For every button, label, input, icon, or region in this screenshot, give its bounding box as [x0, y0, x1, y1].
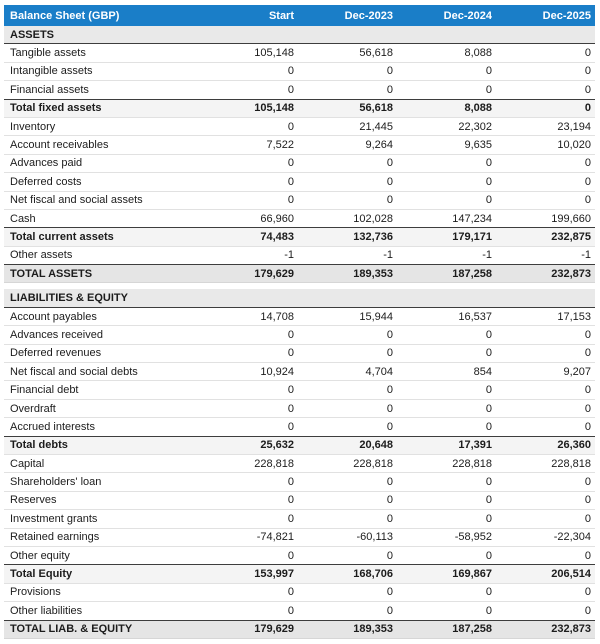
cell-value: 0 — [496, 326, 595, 344]
row-label: LIABILITIES & EQUITY — [4, 289, 595, 307]
column-header: Dec-2024 — [397, 5, 496, 26]
cell-value: 228,818 — [397, 454, 496, 472]
cell-value: 0 — [496, 510, 595, 528]
subtotal-row — [4, 99, 595, 117]
cell-value: 0 — [298, 418, 397, 436]
cell-value: 0 — [199, 399, 298, 417]
subtotal-row — [4, 565, 595, 583]
table-row — [4, 62, 595, 80]
section-row — [4, 26, 595, 44]
cell-value: -1 — [496, 246, 595, 264]
cell-value: 0 — [496, 583, 595, 601]
cell-value: 16,537 — [397, 307, 496, 325]
table-row — [4, 209, 595, 227]
cell-value: 0 — [397, 418, 496, 436]
row-label: Financial debt — [4, 381, 199, 399]
cell-value: 0 — [397, 326, 496, 344]
row-label: Reserves — [4, 491, 199, 509]
cell-value: 0 — [298, 602, 397, 620]
row-label: Overdraft — [4, 399, 199, 417]
section-row — [4, 289, 595, 307]
row-label: Financial assets — [4, 81, 199, 99]
row-label: Provisions — [4, 583, 199, 601]
cell-value: 8,088 — [397, 99, 496, 117]
column-header: Dec-2023 — [298, 5, 397, 26]
cell-value: 14,708 — [199, 307, 298, 325]
cell-value: 147,234 — [397, 209, 496, 227]
cell-value: 23,194 — [496, 117, 595, 135]
cell-value: 0 — [496, 418, 595, 436]
cell-value: 0 — [298, 381, 397, 399]
cell-value: 0 — [199, 602, 298, 620]
cell-value: 0 — [199, 510, 298, 528]
table-row — [4, 510, 595, 528]
subtotal-row — [4, 436, 595, 454]
cell-value: 232,875 — [496, 228, 595, 246]
table-row — [4, 454, 595, 472]
cell-value: 0 — [496, 154, 595, 172]
cell-value: 0 — [199, 473, 298, 491]
row-label: Cash — [4, 209, 199, 227]
cell-value: 0 — [496, 602, 595, 620]
cell-value: 0 — [397, 510, 496, 528]
cell-value: 0 — [199, 546, 298, 564]
row-label: Other liabilities — [4, 602, 199, 620]
cell-value: 169,867 — [397, 565, 496, 583]
cell-value: 105,148 — [199, 44, 298, 62]
table-header-row — [4, 5, 595, 26]
cell-value: 0 — [397, 381, 496, 399]
row-label: Investment grants — [4, 510, 199, 528]
cell-value: 7,522 — [199, 136, 298, 154]
table-row — [4, 546, 595, 564]
cell-value: 105,148 — [199, 99, 298, 117]
cell-value: 0 — [298, 546, 397, 564]
cell-value: 0 — [496, 491, 595, 509]
row-label: TOTAL ASSETS — [4, 265, 199, 283]
row-label: Total debts — [4, 436, 199, 454]
table-row — [4, 81, 595, 99]
cell-value: 854 — [397, 363, 496, 381]
table-row — [4, 473, 595, 491]
cell-value: 0 — [496, 191, 595, 209]
cell-value: 0 — [199, 154, 298, 172]
table-row — [4, 136, 595, 154]
cell-value: 228,818 — [298, 454, 397, 472]
table-row — [4, 381, 595, 399]
cell-value: -74,821 — [199, 528, 298, 546]
row-label: Inventory — [4, 117, 199, 135]
cell-value: 228,818 — [199, 454, 298, 472]
table-row — [4, 117, 595, 135]
cell-value: 232,873 — [496, 620, 595, 638]
cell-value: 0 — [496, 44, 595, 62]
cell-value: 0 — [397, 583, 496, 601]
cell-value: 9,207 — [496, 363, 595, 381]
cell-value: 0 — [199, 326, 298, 344]
total-row — [4, 620, 595, 638]
cell-value: 0 — [397, 399, 496, 417]
cell-value: 0 — [298, 491, 397, 509]
row-label: Advances received — [4, 326, 199, 344]
cell-value: 0 — [397, 473, 496, 491]
table-row — [4, 363, 595, 381]
table-row — [4, 491, 595, 509]
cell-value: 0 — [199, 62, 298, 80]
cell-value: 189,353 — [298, 620, 397, 638]
cell-value: 187,258 — [397, 620, 496, 638]
cell-value: 0 — [397, 491, 496, 509]
cell-value: 0 — [397, 602, 496, 620]
cell-value: 0 — [298, 344, 397, 362]
cell-value: 56,618 — [298, 44, 397, 62]
row-label: Total Equity — [4, 565, 199, 583]
row-label: Account payables — [4, 307, 199, 325]
cell-value: 0 — [496, 99, 595, 117]
cell-value: 132,736 — [298, 228, 397, 246]
subtotal-row — [4, 228, 595, 246]
cell-value: 153,997 — [199, 565, 298, 583]
cell-value: 0 — [298, 173, 397, 191]
cell-value: 0 — [496, 173, 595, 191]
cell-value: 0 — [496, 62, 595, 80]
cell-value: 0 — [199, 381, 298, 399]
table-row — [4, 326, 595, 344]
table-row — [4, 602, 595, 620]
cell-value: 66,960 — [199, 209, 298, 227]
row-label: Total current assets — [4, 228, 199, 246]
row-label: Total fixed assets — [4, 99, 199, 117]
cell-value: 179,629 — [199, 265, 298, 283]
row-label: Deferred costs — [4, 173, 199, 191]
cell-value: 4,704 — [298, 363, 397, 381]
cell-value: 0 — [298, 510, 397, 528]
cell-value: 0 — [496, 381, 595, 399]
cell-value: 0 — [199, 418, 298, 436]
cell-value: -58,952 — [397, 528, 496, 546]
cell-value: -60,113 — [298, 528, 397, 546]
table-row — [4, 173, 595, 191]
cell-value: -1 — [298, 246, 397, 264]
cell-value: 10,020 — [496, 136, 595, 154]
cell-value: 199,660 — [496, 209, 595, 227]
cell-value: 0 — [496, 399, 595, 417]
column-header: Start — [199, 5, 298, 26]
table-row — [4, 583, 595, 601]
cell-value: 0 — [298, 326, 397, 344]
row-label: Advances paid — [4, 154, 199, 172]
cell-value: 21,445 — [298, 117, 397, 135]
table-row — [4, 399, 595, 417]
cell-value: 168,706 — [298, 565, 397, 583]
cell-value: 0 — [397, 154, 496, 172]
cell-value: 15,944 — [298, 307, 397, 325]
row-label: Capital — [4, 454, 199, 472]
column-header: Dec-2025 — [496, 5, 595, 26]
cell-value: 189,353 — [298, 265, 397, 283]
cell-value: -1 — [397, 246, 496, 264]
cell-value: 0 — [397, 81, 496, 99]
row-label: Intangible assets — [4, 62, 199, 80]
row-label: Shareholders' loan — [4, 473, 199, 491]
cell-value: 25,632 — [199, 436, 298, 454]
cell-value: 0 — [199, 344, 298, 362]
cell-value: 0 — [298, 62, 397, 80]
row-label: Net fiscal and social debts — [4, 363, 199, 381]
row-label: Account receivables — [4, 136, 199, 154]
cell-value: 0 — [199, 491, 298, 509]
table-row — [4, 307, 595, 325]
cell-value: -22,304 — [496, 528, 595, 546]
cell-value: 9,635 — [397, 136, 496, 154]
cell-value: 0 — [199, 81, 298, 99]
cell-value: 74,483 — [199, 228, 298, 246]
cell-value: 0 — [298, 81, 397, 99]
cell-value: 0 — [496, 473, 595, 491]
cell-value: 0 — [298, 473, 397, 491]
cell-value: 26,360 — [496, 436, 595, 454]
cell-value: 232,873 — [496, 265, 595, 283]
cell-value: 0 — [298, 583, 397, 601]
cell-value: 0 — [397, 344, 496, 362]
total-row — [4, 265, 595, 283]
cell-value: 0 — [199, 583, 298, 601]
row-label: Deferred revenues — [4, 344, 199, 362]
row-label: Retained earnings — [4, 528, 199, 546]
row-label: ASSETS — [4, 26, 595, 44]
cell-value: 0 — [199, 191, 298, 209]
table-row — [4, 246, 595, 264]
row-label: TOTAL LIAB. & EQUITY — [4, 620, 199, 638]
table-title: Balance Sheet (GBP) — [4, 5, 199, 26]
cell-value: 9,264 — [298, 136, 397, 154]
cell-value: 0 — [298, 191, 397, 209]
cell-value: 0 — [397, 546, 496, 564]
cell-value: 0 — [298, 399, 397, 417]
table-row — [4, 154, 595, 172]
table-row — [4, 528, 595, 546]
cell-value: 0 — [397, 191, 496, 209]
cell-value: 0 — [496, 546, 595, 564]
cell-value: 179,629 — [199, 620, 298, 638]
cell-value: 0 — [199, 117, 298, 135]
row-label: Other assets — [4, 246, 199, 264]
cell-value: 0 — [496, 344, 595, 362]
table-row — [4, 44, 595, 62]
cell-value: 17,153 — [496, 307, 595, 325]
row-label: Other equity — [4, 546, 199, 564]
cell-value: 20,648 — [298, 436, 397, 454]
cell-value: 179,171 — [397, 228, 496, 246]
cell-value: -1 — [199, 246, 298, 264]
cell-value: 0 — [397, 62, 496, 80]
table-row — [4, 418, 595, 436]
cell-value: 0 — [199, 173, 298, 191]
row-label: Net fiscal and social assets — [4, 191, 199, 209]
cell-value: 0 — [298, 154, 397, 172]
cell-value: 10,924 — [199, 363, 298, 381]
cell-value: 56,618 — [298, 99, 397, 117]
cell-value: 102,028 — [298, 209, 397, 227]
row-label: Tangible assets — [4, 44, 199, 62]
cell-value: 0 — [397, 173, 496, 191]
row-label: Accrued interests — [4, 418, 199, 436]
table-row — [4, 191, 595, 209]
cell-value: 17,391 — [397, 436, 496, 454]
cell-value: 8,088 — [397, 44, 496, 62]
cell-value: 187,258 — [397, 265, 496, 283]
cell-value: 228,818 — [496, 454, 595, 472]
cell-value: 0 — [496, 81, 595, 99]
balance-sheet-table — [4, 5, 595, 639]
table-row — [4, 344, 595, 362]
cell-value: 22,302 — [397, 117, 496, 135]
cell-value: 206,514 — [496, 565, 595, 583]
